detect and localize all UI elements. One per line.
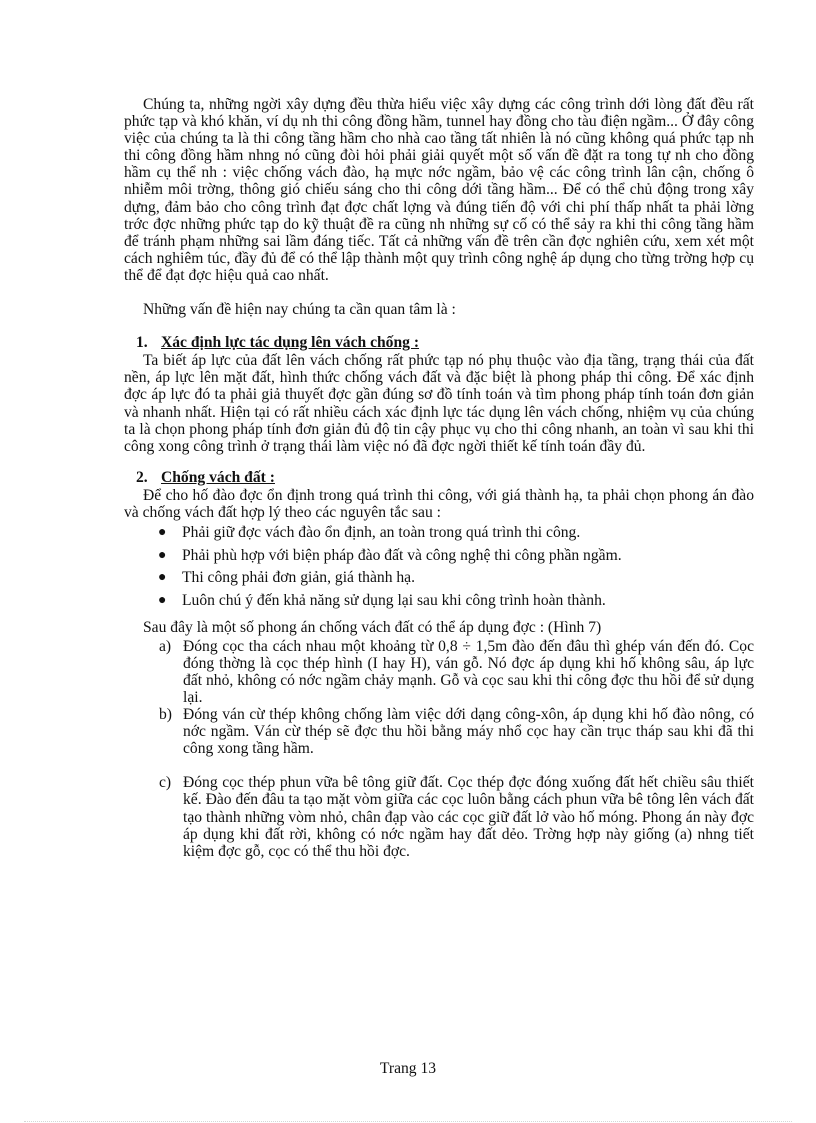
list-item-text: Phải phù hợp với biện pháp đào đất và công nghệ thi công phần ngầm. (182, 546, 622, 564)
principles-list (124, 524, 754, 609)
bullet-icon: ● (158, 570, 167, 586)
option-text: Đóng cọc tha cách nhau một khoảng từ 0,8 ÷ 1,5m đào đến đâu thì ghép ván đến đó. Cọc đóng thờng là cọc thép hình (I hay H), ván gỗ. Nó đợc áp dụng khi hố không sâu, áp lực đất nhỏ, không có nớc ngầm chảy mạnh. Gỗ và cọc sau khi thi công đợc thu hồi để sử dụng lại. (183, 637, 754, 706)
option-marker: b) (159, 706, 172, 724)
list-item (158, 547, 754, 564)
option-item-b (159, 706, 754, 757)
section-2-number: 2. (136, 468, 148, 486)
intro-paragraph: Chúng ta, những ngời xây dựng đều thừa hiểu việc xây dựng các công trình dới lòng đất đều rất phức tạp và khó khăn, ví dụ nh thi công đồng hầm, tunnel hay đồng cho tàu điện ngầm... Ở đây công việc của chúng ta là thi công tầng hầm cho nhà cao tầng tất nhiên là nó cũng không quá phức tạp nh thi công đồng hầm nhng nó cũng đòi hỏi phải giải quyết một số vấn đề đặt ra tong tự nh cho đồng hầm cụ thể nh : việc chống vách đào, hạ mực nớc ngầm, bảo vệ các công trình lân cận, chống ô nhiễm môi trờng, thông gió chiếu sáng cho thi công dới tầng hầm... Để có thể chủ động trong xây dựng, đảm bảo cho công trình đạt đợc chất lợng và đúng tiến độ với chi phí thấp nhất ta phải lờng trớc đợc những phức tạp do kỹ thuật đề ra cũng nh những sự cố có thể sảy ra khi thi công tầng hầm để tránh phạm những sai lầm đáng tiếc. Tất cả những vấn đề trên cần đợc nghiên cứu, xem xét một cách nghiêm túc, đầy đủ để có thể lập thành một quy trình công nghệ áp dụng cho từng trờng hợp cụ thể để đạt đợc hiệu quả cao nhất. (124, 96, 754, 284)
options-list (124, 638, 754, 860)
list-item (158, 592, 754, 609)
section-1-heading (136, 334, 754, 351)
section-2-body: Để cho hố đào đợc ổn định trong quá trình thi công, với giá thành hạ, ta phải chọn phong án đào và chống vách đất hợp lý theo các nguyên tắc sau : (124, 486, 754, 521)
bullet-icon: ● (158, 592, 167, 608)
page-number: Trang 13 (379, 1060, 437, 1077)
options-intro: Sau đây là một số phong án chống vách đất có thể áp dụng đợc : (Hình 7) (143, 618, 602, 636)
list-item (158, 524, 754, 541)
option-item-a (159, 638, 754, 706)
page-bottom-divider (24, 1121, 792, 1122)
list-item-text: Phải giữ đợc vách đào ổn định, an toàn trong quá trình thi công. (182, 524, 581, 542)
bullet-icon: ● (158, 525, 167, 541)
section-1-number: 1. (136, 334, 148, 352)
option-text: Đóng cọc thép phun vữa bê tông giữ đất. Cọc thép đợc đóng xuống đất hết chiều sâu thiết kế. Đào đến đâu ta tạo mặt vòm giữa các cọc luôn bằng cách phun vữa bê tông lên vách đất tạo thành những vòm nhỏ, chân đạp vào các cọc giữ đất lở vào hố móng. Phong án này đợc áp dụng khi đất rời, không có nớc ngầm hay đất dẻo. Trờng hợp này giống (a) nhng tiết kiệm đợc gỗ, cọc có thể thu hồi đợc. (183, 774, 754, 860)
document-body (124, 96, 754, 860)
option-text: Đóng ván cừ thép không chống làm việc dới dạng công-xôn, áp dụng khi hố đào nông, có nớc ngầm. Ván cừ thép sẽ đợc thu hồi bằng máy nhổ cọc hay cần trục tháp sau khi đã thi công xong tầng hầm. (183, 706, 754, 758)
option-item-c (159, 774, 754, 859)
list-item (158, 569, 754, 586)
section-2-title: Chống vách đất : (161, 468, 275, 486)
list-item-text: Luôn chú ý đến khả năng sử dụng lại sau khi công trình hoàn thành. (182, 591, 606, 609)
section-2-heading (136, 469, 754, 486)
option-marker: c) (159, 774, 172, 792)
bullet-icon: ● (158, 547, 167, 563)
option-marker: a) (159, 637, 172, 655)
question-paragraph: Những vấn đề hiện nay chúng ta cần quan tâm là : (143, 301, 456, 319)
list-item-text: Thi công phải đơn giản, giá thành hạ. (182, 569, 416, 587)
section-1-body: Ta biết áp lực của đất lên vách chống rất phức tạp nó phụ thuộc vào địa tầng, trạng thái của đất nền, áp lực lên mặt đất, hình thức chống vách đất và đặc biệt là phong pháp thi công. Để xác định đợc áp lực đó ta phải giả thuyết đợc gần đúng sơ đồ tính toán và tìm phong pháp tính toán đơn giản và nhanh nhất. Hiện tại có rất nhiều cách xác định lực tác dụng lên vách chống, nhiệm vụ của chúng ta là chọn phong pháp tính đơn giản đủ độ tin cậy phục vụ cho thi công nhanh, an toàn vì sau khi thi công xong công trình ở trạng thái làm việc nó đã đợc ngời thiết kế tính toán đầy đủ. (124, 352, 754, 455)
section-1-title: Xác định lực tác dụng lên vách chống : (161, 334, 420, 352)
